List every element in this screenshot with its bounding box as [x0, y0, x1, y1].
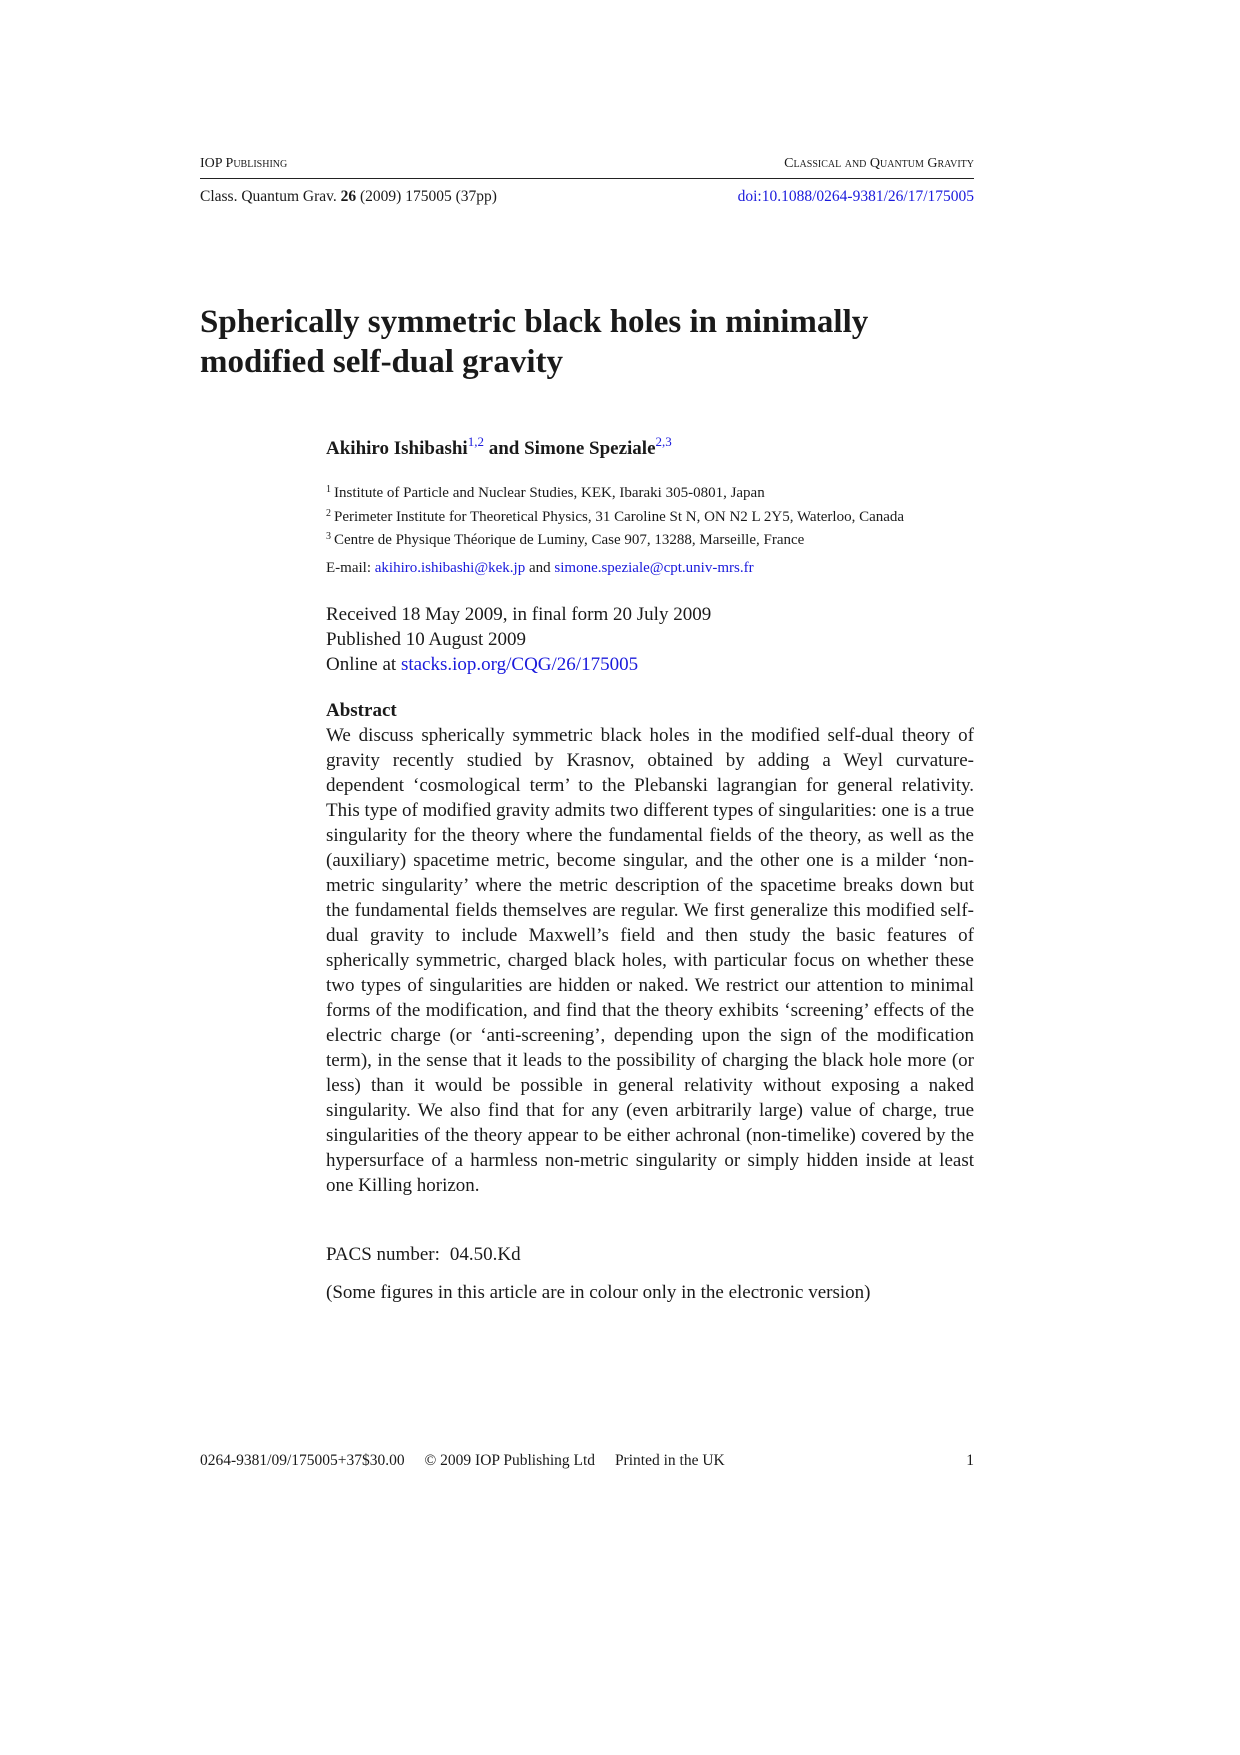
publisher-name: IOP Publishing	[200, 156, 288, 171]
affiliation: $^3$ Centre de Physique Théorique de Luminy, Case 907, 13288, Marseille, France	[326, 531, 805, 548]
citation-rest: (2009) 175005 (37pp)	[360, 188, 497, 205]
copyright: © 2009 IOP Publishing Ltd	[424, 1452, 596, 1469]
pacs-number	[326, 1244, 521, 1266]
author-list	[326, 434, 672, 460]
author-affiliation-link[interactable]: 1,2	[467, 434, 484, 449]
author-affiliation-link[interactable]: 2,3	[655, 434, 672, 449]
affiliations	[326, 480, 1026, 551]
online-line	[326, 652, 711, 677]
footer-info	[200, 1452, 741, 1469]
page-footer	[200, 1452, 974, 1470]
pacs-value: 04.50.Kd	[449, 1244, 521, 1265]
online-url-link[interactable]: stacks.iop.org/CQG/26/175005	[400, 654, 639, 675]
abstract-text: We discuss spherically symmetric black holes in the modified self-dual theory of gravity recently studied by Krasnov, obtained by adding a Weyl curvature- dependent ‘cosmological term’ to the Plebanski lagrangian for general relativity. This type of modified gravity admits two different types of singularities: one is a true singularity for the theory where the fundamental fields of the theory, as well as the (auxiliary) spacetime metric, become singular, and the other one is a milder ‘non-metric singularity’ where the metric description of the spacetime breaks down but the fundamental fields themselves are regular. We first generalize this modified self-dual gravity to include Maxwell’s field and then study the basic features of spherically symmetric, charged black holes, with particular focus on whether these two types of singularities are hidden or naked. We restrict our attention to minimal forms of the modification, and find that the theory exhibits ‘screening’ effects of the electric charge (or ‘anti-screening’, depending upon the sign of the modification term), in the sense that it leads to the possibility of charging the black hole more (or less) than it would be possible in general relativity without exposing a naked singularity. We also find that for any (even arbitrarily large) value of charge, true singularities of the theory appear to be either achronal (non-timelike) covered by the hypersurface of a harmless non-metric singularity or simply hidden inside at least one Killing horizon.	[326, 725, 974, 1196]
page-number: 1	[966, 1452, 974, 1469]
online-label: Online at	[326, 654, 397, 675]
publication-dates	[326, 602, 711, 677]
email-connector: and	[528, 560, 551, 576]
doi-link[interactable]: doi:10.1088/0264-9381/26/17/175005	[737, 188, 974, 205]
email-link[interactable]: akihiro.ishibashi@kek.jp	[374, 560, 526, 576]
abstract	[326, 698, 974, 1198]
paper-title: Spherically symmetric black holes in minimally modified self-dual gravity	[200, 304, 869, 380]
volume: 26	[340, 188, 357, 205]
author-connector: and	[488, 438, 520, 459]
issn-price: 0264-9381/09/175005+37$30.00	[200, 1452, 405, 1469]
published-date: Published 10 August 2009	[326, 629, 527, 650]
author-name: Simone Speziale	[524, 438, 656, 459]
email-label: E-mail:	[326, 560, 371, 576]
email-link[interactable]: simone.speziale@cpt.univ-mrs.fr	[554, 560, 754, 576]
running-head	[200, 156, 974, 179]
pacs-label: PACS number:	[326, 1244, 440, 1265]
journal-name: Classical and Quantum Gravity	[784, 156, 974, 171]
abstract-heading: Abstract	[326, 700, 397, 721]
printed-in: Printed in the UK	[614, 1452, 725, 1469]
author-name: Akihiro Ishibashi	[326, 438, 468, 459]
email-line	[326, 560, 754, 577]
affiliation: $^2$ Perimeter Institute for Theoretical Physics, 31 Caroline St N, ON N2 L 2Y5, Waterloo, Canada	[326, 507, 905, 525]
citation	[200, 188, 497, 206]
affiliation: $^1$ Institute of Particle and Nuclear Studies, KEK, Ibaraki 305-0801, Japan	[326, 484, 765, 501]
journal-abbrev: Class. Quantum Grav.	[200, 188, 337, 205]
received-date: Received 18 May 2009, in final form 20 July 2009	[326, 604, 712, 625]
colour-note: (Some figures in this article are in colour only in the electronic version)	[326, 1282, 871, 1303]
